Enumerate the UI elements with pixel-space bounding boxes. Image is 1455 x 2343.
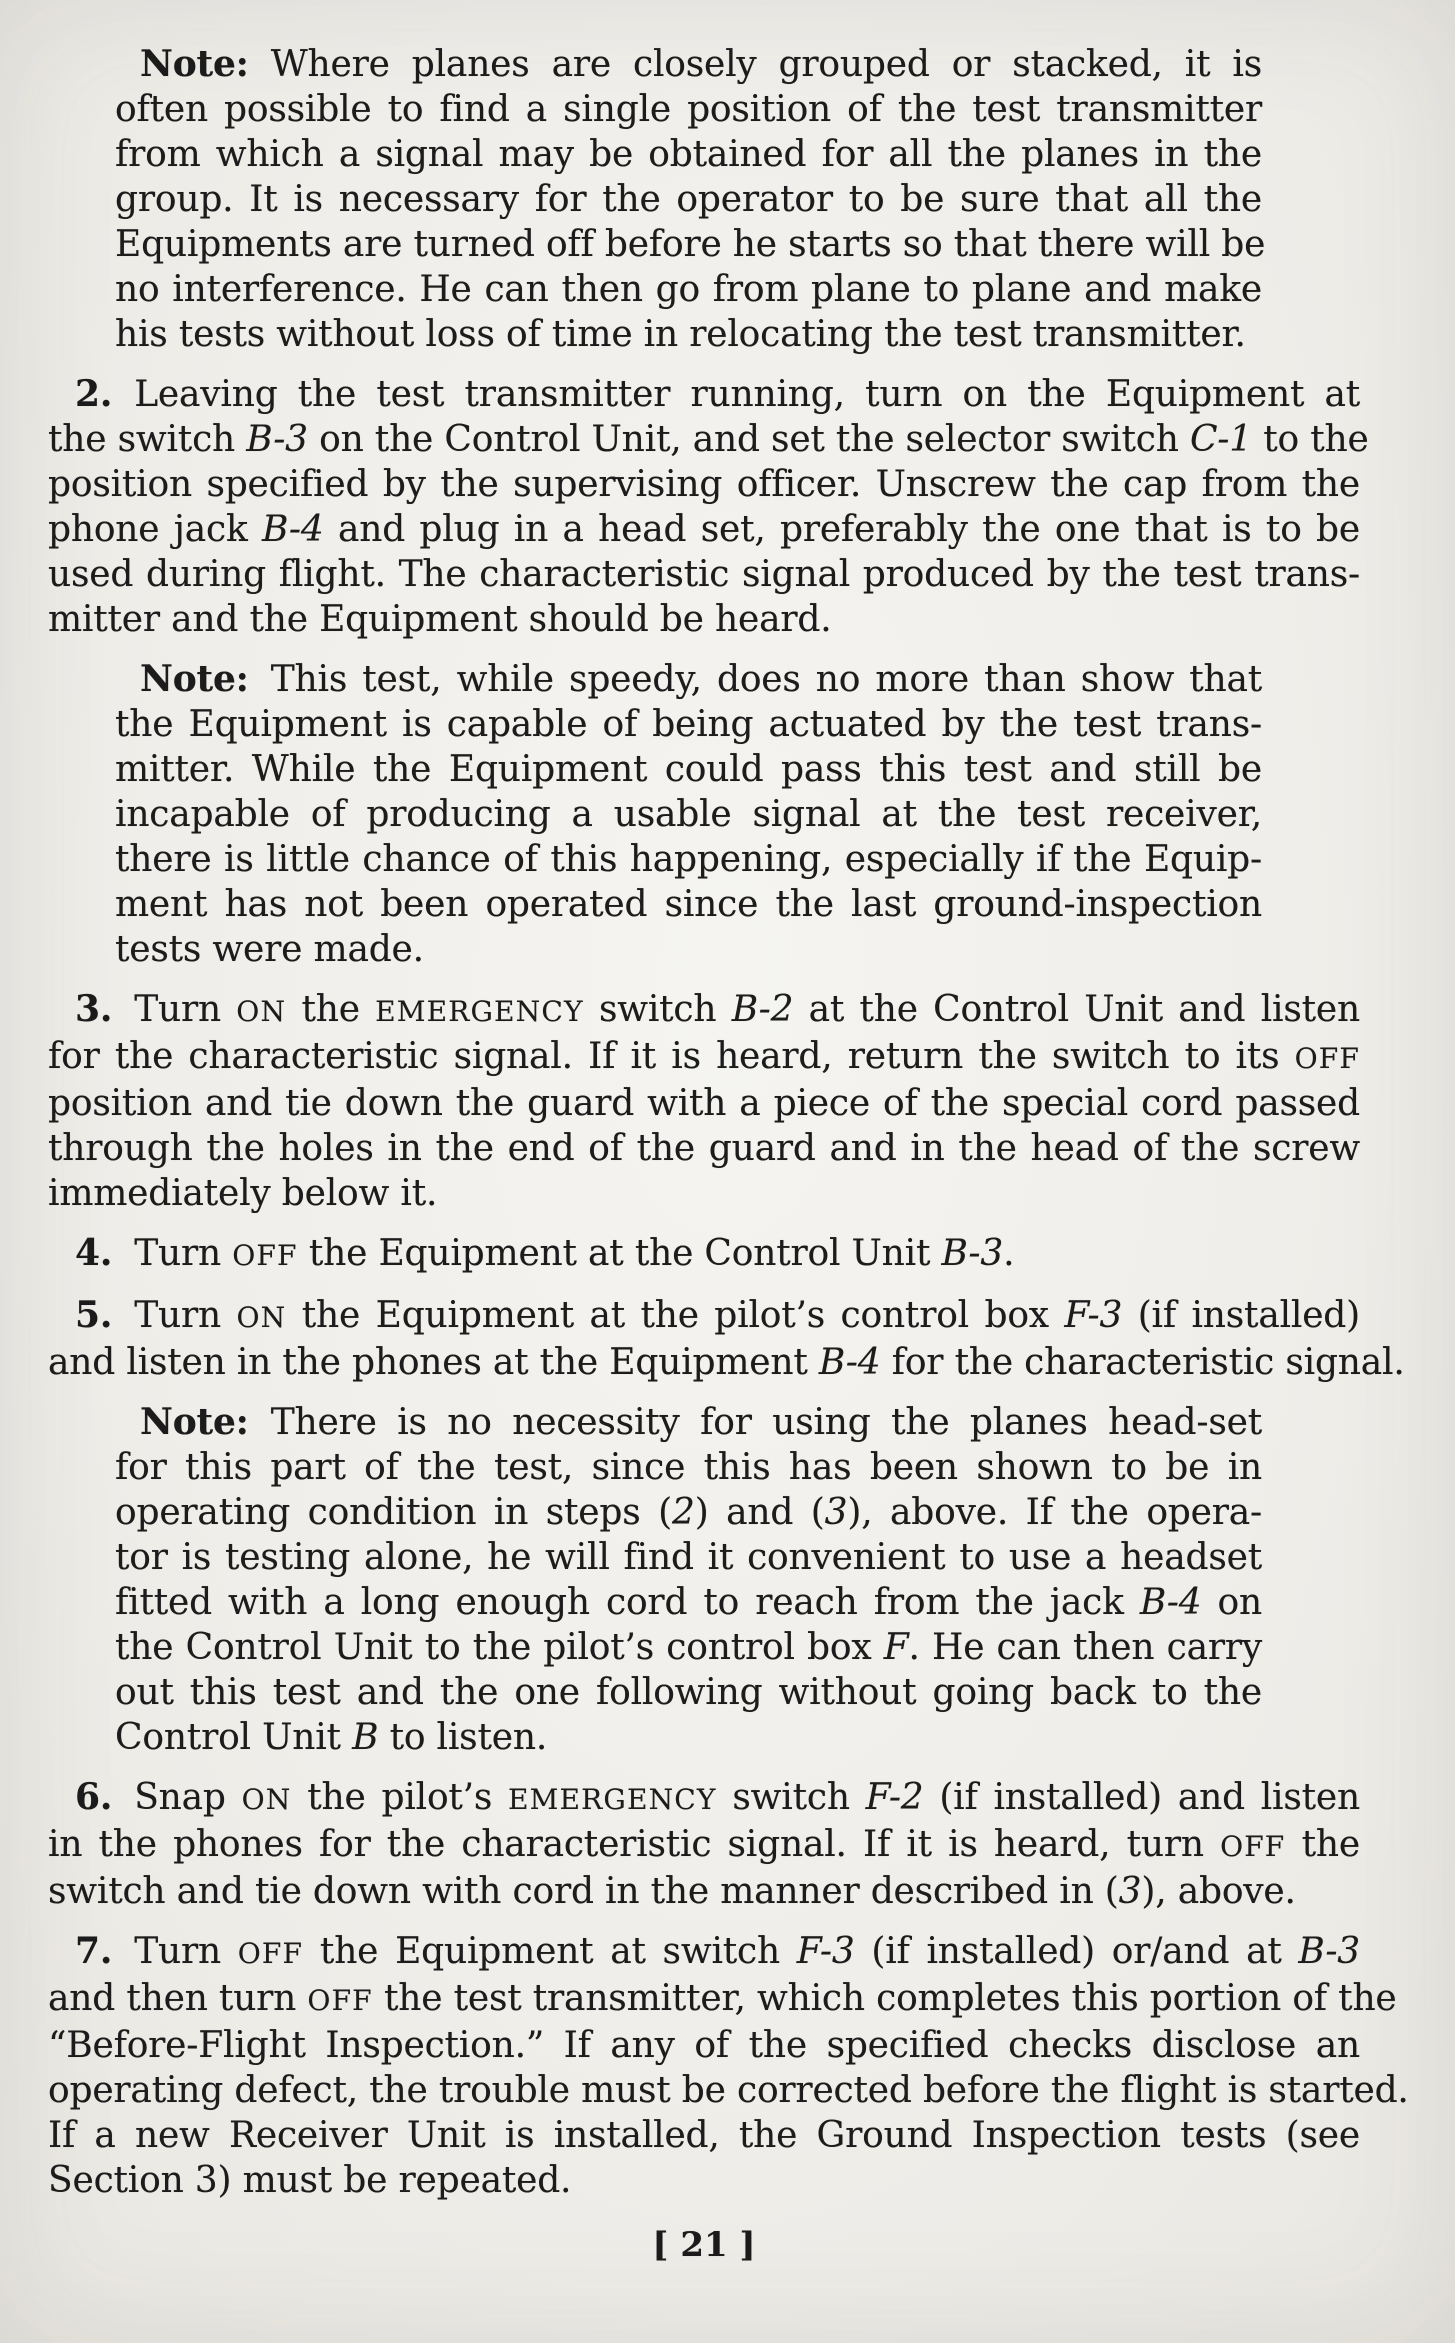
bold-text: 2. bbox=[75, 373, 113, 415]
italic-designator: B-3 bbox=[1298, 1931, 1360, 1972]
italic-designator: F bbox=[883, 1627, 909, 1668]
text-line: and then turn OFF the test transmitter, which completes this portion of the bbox=[48, 1978, 1397, 2019]
small-caps-text: OFF bbox=[1220, 1830, 1286, 1863]
text-line: group. It is necessary for the operator to be sure that all the bbox=[115, 179, 1262, 220]
italic-designator: F-3 bbox=[796, 1931, 855, 1972]
text-line: tor is testing alone, he will find it convenient to use a headset bbox=[115, 1537, 1262, 1578]
small-caps-text: ON bbox=[236, 1301, 287, 1334]
italic-designator: B-3 bbox=[246, 419, 308, 460]
page-content bbox=[48, 42, 1409, 2265]
text-line: 5. Turn ON the Equipment at the pilot’s control box F-3 (if installed) bbox=[75, 1294, 1360, 1336]
text-line: no interference. He can then go from plane to plane and make bbox=[115, 269, 1262, 310]
small-caps-text: ON bbox=[241, 1783, 292, 1816]
text-line: mitter and the Equipment should be heard. bbox=[48, 599, 832, 640]
text-line: Equipments are turned off before he starts so that there will be bbox=[115, 224, 1266, 265]
italic-designator: C-1 bbox=[1189, 419, 1252, 460]
text-line: immediately below it. bbox=[48, 1173, 438, 1214]
page-number: [ 21 ] bbox=[652, 2225, 756, 2265]
text-line: 3. Turn ON the EMERGENCY switch B-2 at the Control Unit and listen bbox=[75, 988, 1360, 1030]
text-line: in the phones for the characteristic signal. If it is heard, turn OFF the bbox=[48, 1824, 1360, 1865]
bold-text: 6. bbox=[75, 1776, 113, 1818]
numbered-paragraph bbox=[48, 1231, 1360, 1278]
text-line: operating defect, the trouble must be corrected before the flight is started. bbox=[48, 2070, 1409, 2111]
note-block bbox=[115, 1400, 1262, 1760]
text-line: his tests without loss of time in relocating the test transmitter. bbox=[115, 314, 1246, 355]
text-line: fitted with a long enough cord to reach from the jack B-4 on bbox=[115, 1582, 1262, 1623]
italic-designator: B-2 bbox=[731, 989, 794, 1030]
text-line: tests were made. bbox=[115, 929, 424, 970]
numbered-paragraph bbox=[48, 987, 1360, 1216]
italic-designator: 3 bbox=[1118, 1871, 1142, 1912]
text-line: position specified by the supervising officer. Unscrew the cap from the bbox=[48, 464, 1360, 505]
bold-text: Note: bbox=[140, 43, 249, 85]
text-line: for the characteristic signal. If it is heard, return the switch to its OFF bbox=[48, 1036, 1360, 1077]
small-caps-text: EMERGENCY bbox=[508, 1783, 717, 1816]
small-caps-text: OFF bbox=[237, 1937, 304, 1970]
text-line: from which a signal may be obtained for all the planes in the bbox=[115, 134, 1262, 175]
text-line: phone jack B-4 and plug in a head set, preferably the one that is to be bbox=[48, 509, 1360, 550]
text-line: for this part of the test, since this has been shown to be in bbox=[115, 1447, 1262, 1488]
bold-text: 3. bbox=[75, 988, 113, 1030]
text-line: Note: Where planes are closely grouped or stacked, it is bbox=[140, 43, 1262, 85]
text-line: often possible to find a single position of the test transmitter bbox=[115, 89, 1262, 130]
text-line: mitter. While the Equipment could pass this test and still be bbox=[115, 749, 1262, 790]
small-caps-text: EMERGENCY bbox=[375, 995, 584, 1028]
text-line: the switch B-3 on the Control Unit, and set the selector switch C-1 to the bbox=[48, 419, 1369, 460]
text-line: used during flight. The characteristic signal produced by the test trans- bbox=[48, 554, 1360, 595]
bold-text: Note: bbox=[140, 658, 249, 700]
bold-text: 4. bbox=[75, 1232, 113, 1274]
italic-designator: B-3 bbox=[941, 1233, 1004, 1274]
small-caps-text: OFF bbox=[307, 1984, 373, 2017]
text-line: position and tie down the guard with a piece of the special cord passed bbox=[48, 1083, 1360, 1124]
text-line: incapable of producing a usable signal at the test receiver, bbox=[115, 794, 1262, 835]
text-line: ment has not been operated since the last ground-inspection bbox=[115, 884, 1262, 925]
text-line: 7. Turn OFF the Equipment at switch F-3 (if installed) or/and at B-3 bbox=[75, 1930, 1360, 1972]
bold-text: 5. bbox=[75, 1294, 113, 1336]
numbered-paragraph bbox=[48, 372, 1369, 642]
small-caps-text: ON bbox=[236, 995, 287, 1028]
text-line: 6. Snap ON the pilot’s EMERGENCY switch F-2 (if installed) and listen bbox=[75, 1776, 1361, 1818]
bold-text: 7. bbox=[75, 1930, 113, 1972]
small-caps-text: OFF bbox=[232, 1239, 298, 1272]
numbered-paragraph bbox=[48, 1775, 1360, 1914]
italic-designator: B bbox=[352, 1717, 379, 1758]
text-line: and listen in the phones at the Equipment B-4 for the characteristic signal. bbox=[48, 1342, 1405, 1383]
italic-designator: B-4 bbox=[261, 509, 324, 550]
text-line: the Control Unit to the pilot’s control box F. He can then carry bbox=[115, 1627, 1262, 1668]
text-line: Note: There is no necessity for using the planes head-set bbox=[140, 1401, 1262, 1443]
text-line: 4. Turn OFF the Equipment at the Control Unit B-3. bbox=[75, 1232, 1015, 1274]
note-block bbox=[115, 657, 1262, 972]
text-line: Section 3) must be repeated. bbox=[48, 2160, 572, 2201]
text-line: operating condition in steps (2) and (3), above. If the opera- bbox=[115, 1492, 1262, 1533]
italic-designator: B-4 bbox=[1139, 1582, 1202, 1623]
note-block bbox=[115, 42, 1266, 357]
italic-designator: F-2 bbox=[865, 1777, 924, 1818]
text-line: through the holes in the end of the guard and in the head of the screw bbox=[48, 1128, 1360, 1169]
italic-designator: 3 bbox=[824, 1492, 848, 1533]
numbered-paragraph bbox=[48, 1293, 1405, 1385]
text-line: switch and tie down with cord in the manner described in (3), above. bbox=[48, 1871, 1296, 1912]
text-line: Control Unit B to listen. bbox=[115, 1717, 548, 1758]
text-line: the Equipment is capable of being actuated by the test trans- bbox=[115, 704, 1262, 745]
italic-designator: 2 bbox=[671, 1492, 695, 1533]
text-line: If a new Receiver Unit is installed, the Ground Inspection tests (see bbox=[48, 2115, 1360, 2156]
italic-designator: B-4 bbox=[818, 1342, 881, 1383]
text-line: Note: This test, while speedy, does no more than show that bbox=[140, 658, 1262, 700]
text-line: there is little chance of this happening, especially if the Equip- bbox=[115, 839, 1262, 880]
bold-text: Note: bbox=[140, 1401, 249, 1443]
italic-designator: F-3 bbox=[1064, 1295, 1123, 1336]
numbered-paragraph bbox=[48, 1929, 1409, 2203]
text-line: out this test and the one following without going back to the bbox=[115, 1672, 1262, 1713]
text-line: “Before-Flight Inspection.” If any of the specified checks disclose an bbox=[48, 2025, 1360, 2066]
text-line: 2. Leaving the test transmitter running, turn on the Equipment at bbox=[75, 373, 1360, 415]
small-caps-text: OFF bbox=[1294, 1042, 1360, 1075]
